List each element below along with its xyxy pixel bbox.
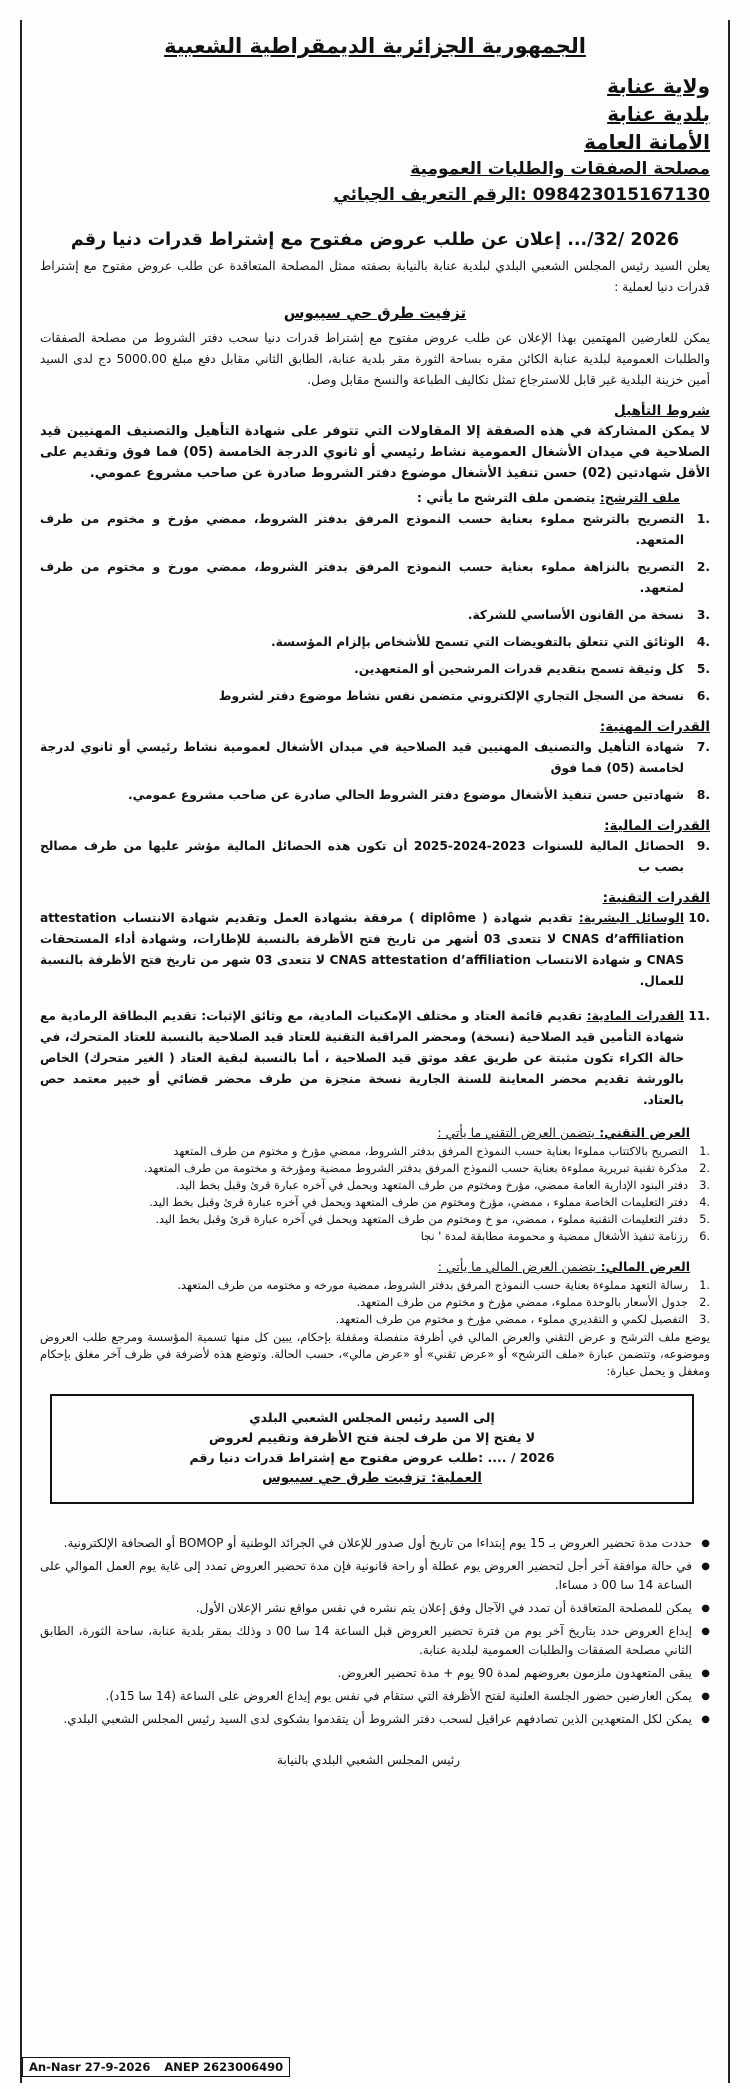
list-item: ● إيداع العروض حدد بتاريخ آخر يوم من فترة تحضير العروض قبل الساعة 14 سا 00 د وذلك بمقر بلدية عنابة، ساحة الثورة، الطابق الثاني مصلحة الصفقات والطلبات العمومية لبلدية عنابة. [40,1622,710,1660]
announcement-title [40,230,710,250]
list-item: 2. مذكرة تقنية تبريرية مملوءة بعناية حسب النموذج المرفق بدفتر الشروط ممضية ومؤرخة و مختومة من طرف المتعهد. [143,1162,710,1175]
envelope-line-4: العملية: تزفيت طرق حي سيبوس [262,1470,482,1486]
envelope-label-box [50,1394,694,1504]
anep-reference: ANEP 2623006490 [164,2060,284,2074]
announcement-title-text: إعلان عن طلب عروض مفتوح مع إشتراط قدرات دنيا رقم [70,230,562,250]
list-item: ● يمكن لكل المتعهدين الذين تصادفهم عراقيل لسحب دفتر الشروط أن يتقدموا بشكوى لدى السيد رئيس المجلس الشعبي البلدي. [40,1710,710,1729]
financial-offer-title: العرض المالي: [600,1259,690,1274]
qualification-text: لا يمكن المشاركة في هذه الصفقة إلا المقاولات التي تتوفر على شهادة التأهيل والتصنيف المهنيين قيد الصلاحية في ميدان الأشغال العمومية نشاط رئيسي أو ثانوي الدرجة الخامسة (05) فما فوق وتقديم على الأقل شهادتين (02) حسن تنفيذ الأشغال موضوع دفتر الشروط صادرة عن صاحب مشروع عمومي. [40,424,710,481]
technical-offer-list [40,1144,710,1245]
list-item: 4. دفتر التعليمات الخاصة مملوء ، ممضي، مؤرخ ومختوم من طرف المتعهد ويحمل في آخره عبارة قرئ وقبل بخط اليد. [149,1196,710,1209]
professional-title: القدرات المهنية: [599,719,710,735]
financial-offer-heading [40,1259,690,1274]
material-means-label: القدرات المادية: [586,1009,684,1023]
signature: رئيس المجلس الشعبي البلدي بالنيابة [277,1753,460,1767]
candidature-title: ملف الترشح: [599,490,680,505]
list-item: 11. القدرات المادية: تقديم قائمة العتاد و مختلف الإمكنيات المادية، مع وثائق الإثبات: تقديم البطاقة الرمادية مع شهادة التأمين قيد الصلاحية (نسخة) ومحضر المراقبة التقنية للعتاد قيد الصلاحية بالنسبة للعتاد المتحرك، في حالة الكراء تكون مثبتة عن طريق عقد موثق قيد الصلاحية ، أما بالنسبة لبقية العتاد ( الغير متحرك) الخاص بالورشة تقديم محضر المعاينة للسنة الجارية نسخة منجزة من طرف محضر قضائي أو خبير معتمد حص بالعتاد. [40,1009,710,1107]
list-item: 8. شهادتين حسن تنفيذ الأشغال موضوع دفتر الشروط الحالي صادرة عن صاحب مشروع عمومي. [128,788,710,802]
envelope-line-3-number: .... / 2026 [487,1450,555,1465]
candidature-intro: يتضمن ملف الترشح ما يأتي : [416,490,596,505]
list-item: 2. جدول الأسعار بالوحدة مملوء، ممضي مؤرخ و مختوم من طرف المتعهد. [356,1296,710,1309]
publication-footer [22,2057,290,2077]
candidature-list [40,509,710,707]
announcement-title-number: .../32/ 2026 [567,230,680,250]
technical-offer-title: العرض التقني: [599,1125,690,1140]
tax-id-value: 098423015167130 [532,185,710,205]
envelope-line-3-text: طلب عروض مفتوح مع إشتراط قدرات دنيا رقم: [189,1450,484,1465]
technical-list [40,908,710,1111]
list-item: 10. الوسائل البشرية: تقديم شهادة ( diplôme ) مرفقة بشهادة العمل وتقديم شهادة الانتساب attestation CNAS d’affiliation لا تتعدى 03 أشهر من تاريخ فتح الأظرفة بالنسبة للإطارات، وشهادة أداء المستحقات CNAS و شهادة الانتساب CNAS attestation d’affiliation لا تتعدى 03 شهر من تاريخ فتح الأظرفة بالنسبة للعمال. [40,911,710,988]
tax-id [40,182,710,208]
financial-offer-list [40,1278,710,1328]
technical-offer-intro: يتضمن العرض التقني ما يأتي : [437,1125,595,1140]
list-item: 2. التصريح بالنزاهة مملوء بعناية حسب النموذج المرفق بدفتر الشروط، ممضي مورخ و مختوم من طرف لمتعهد. [40,560,710,595]
financial-title: القدرات المالية: [604,818,710,834]
notes-list [40,1534,710,1729]
technical-title: القدرات التقنية: [602,890,710,906]
newspaper-reference: An-Nasr 27-9-2026 [29,2060,151,2074]
envelope-line-1: إلى السيد رئيس المجلس الشعبي البلدي [249,1410,495,1425]
wilaya-heading: ولاية عنابة [607,74,710,98]
list-item: 5. دفتر التعليمات التقنية مملوء ، ممضي، مو خ ومختوم من طرف المتعهد ويحمل في آخره عبارة قرئ وقبل بخط اليد. [155,1213,710,1226]
list-item: 3. دفتر البنود الإدارية العامة ممضي، مؤرخ ومختوم من طرف المتعهد ويحمل في آخره عبارة قرئ وقبل بخط اليد. [175,1179,710,1192]
list-item: 1. رسالة التعهد مملوءة بعناية حسب النموذج المرفق بدفتر الشروط، ممضية مورخه و مختومه من طرف المتعهد. [177,1279,710,1292]
operation-subject: تزفيت طرق حي سيبوس [283,304,467,322]
list-item: ● يمكن للمصلحة المتعاقدة أن تمدد في الآجال وفق إعلان يتم نشره في نفس مواقع نشر الإعلان الأول. [40,1599,710,1618]
list-item: 3. نسخة من القانون الأساسي للشركة. [467,608,710,622]
candidature-heading [40,490,680,505]
list-item: 4. الوثائق التي تتعلق بالتفويضات التي تسمح للأشخاص بإلزام المؤسسة. [271,635,710,649]
list-item: 6. رزنامة تنفيذ الأشغال ممضية و محمومة مطابقة لمدة ' نجا [420,1230,710,1243]
list-item: 6. نسخة من السجل التجاري الإلكتروني متضمن نفس نشاط موضوع دفتر لشروط [218,689,710,703]
announcement-body: يمكن للعارضين المهتمين بهذا الإعلان عن طلب عروض مفتوح مع إشتراط قدرات دنيا سحب دفتر الشروط من مصلحة الصفقات والطلبات العمومية لبلدية عنابة الكائن مقره بساحة الثورة مقر بلدية عنابة، الطابق الثاني مقابل دفع مبلغ 5000.00 دج لدى السيد أمين خزينة البلدية غير قابل للاسترجاع تمثل تكاليف الطباعة والنسخ مقابل وصل. [40,331,710,387]
list-item: ● حددت مدة تحضير العروض بـ 15 يوم إبتداءا من تاريخ أول صدور للإعلان في الجرائد الوطنية أو BOMOP أو الصحافة الإلكترونية. [40,1534,710,1553]
technical-offer-heading [40,1125,690,1140]
human-means-label: الوسائل البشرية: [578,911,684,925]
baladia-heading: بلدية عنابة [607,102,710,126]
envelope-instructions: يوضع ملف الترشح و عرض التقني والعرض المالي في أظرفة منفصلة ومقفلة بإحكام، يبين كل منها تسمية المؤسسة ومرجع طلب العروض وموضوعه، وتتضمن عبارة «ملف الترشح» أو «عرض تقني» أو «عرض مالي»، حسب الحالة. وتوضع هذه لأضرفة في ظرف آخر مغلق بإحكام ومغفل و يحمل عبارة: [40,1330,710,1378]
financial-offer-intro: يتضمن العرض المالي ما يأتي : [437,1259,597,1274]
announcement-frame [20,20,730,2083]
financial-list [40,836,710,878]
list-item: 1. التصريح بالترشح مملوء بعناية حسب النموذج المرفق بدفتر الشروط، ممضي مؤرخ و مختوم من طرف المتعهد. [40,512,710,547]
republic-heading: الجمهورية الجزائرية الديمقراطية الشعبية [164,34,586,58]
announcement-intro: يعلن السيد رئيس المجلس الشعبي البلدي لبلدية عنابة بالنيابة بصفته ممثل المصلحة المتعاقدة عن طلب عروض مفتوح مع إشتراط قدرات دنيا لعملية : [40,259,710,294]
amana-heading: الأمانة العامة [584,130,710,154]
list-item: ● في حالة موافقة آخر أجل لتحضير العروض يوم عطلة أو راحة قانونية فإن مدة تحضير العروض تمدد إلى غاية يوم العمل الموالي على الساعة 14 سا 00 د مساءا. [40,1557,710,1595]
envelope-line-3 [66,1448,678,1468]
professional-list [40,737,710,806]
envelope-line-2: لا يفتح إلا من طرف لجنة فتح الأظرفة وتقييم لعروض [208,1430,536,1445]
qualification-title: شروط التأهيل [614,403,710,419]
list-item: 1. التصريح بالاكتتاب مملوءا بعناية حسب النموذج المرفق بدفتر الشروط، ممضي مؤرخ و مختوم من طرف المتعهد [173,1145,710,1158]
list-item: ● يبقى المتعهدون ملزمون بعروضهم لمدة 90 يوم + مدة تحضير العروض. [40,1664,710,1683]
list-item: 3. التفصيل لكمي و التقديري مملوء ، ممضي مؤرخ و مختوم من طرف المتعهد. [335,1313,710,1326]
list-item: ● يمكن العارضين حضور الجلسة العلنية لفتح الأظرفة التي ستقام في نفس يوم إيداع العروض على الساعة (14 سا 15د). [40,1687,710,1706]
tax-id-label: الرقم التعريف الجبائي: [333,185,527,205]
list-item: 7. شهادة التأهيل والتصنيف المهنيين قيد الصلاحية في ميدان الأشغال لعمومية نشاط رئيسي أو ثانوي لدرجة لخامسة (05) فما فوق [40,740,710,775]
list-item: 5. كل وثيقة تسمح بتقديم قدرات المرشحين أو المتعهدين. [354,662,710,676]
list-item: 9. الحصائل المالية للسنوات 2023-2024-2025 أن تكون هذه الحصائل المالية مؤشر عليها من طرف مصالح بصب ب [40,839,710,874]
service-heading: مصلحة الصفقات والطلبات العمومية [410,159,710,179]
